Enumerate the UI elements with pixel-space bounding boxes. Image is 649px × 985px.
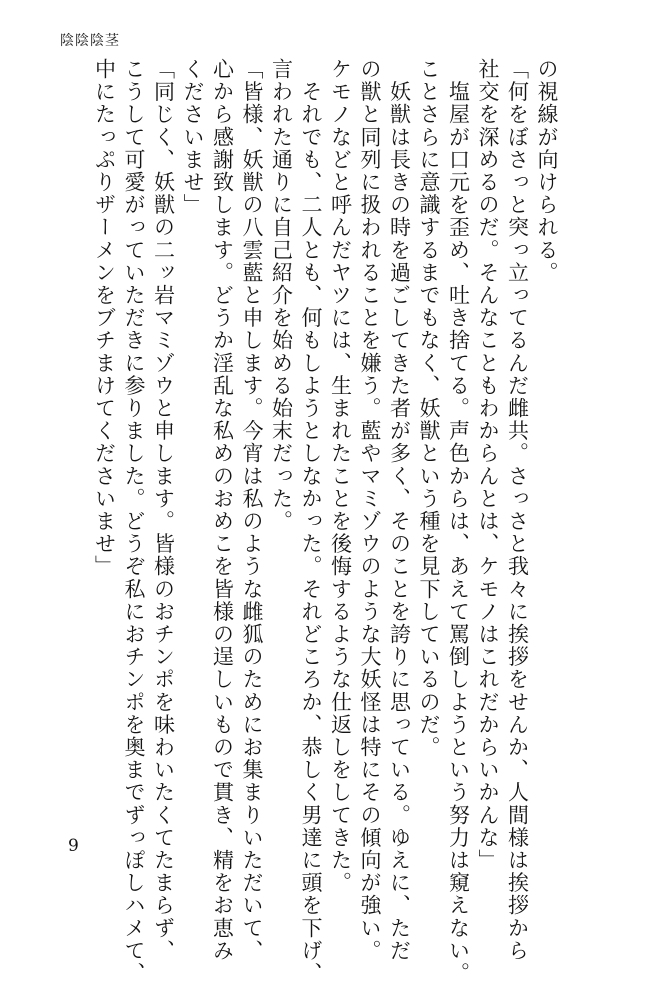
vertical-text-body <box>77 58 561 985</box>
text-line: 「何をぼさっと突っ立ってるんだ雌共。さっさと我々に挨拶をせんか、人間様は挨拶から <box>505 58 530 962</box>
text-line: 「同じく、妖獣の二ッ岩マミゾウと申します。皆様のおチンポを味わいたくてたまらず、 <box>151 58 176 962</box>
text-line: 塩屋が口元を歪め、吐き捨てる。声色からは、あえて罵倒しようという努力は窺えない。 <box>446 58 471 985</box>
text-line: くださいませ」 <box>181 58 205 217</box>
text-line: の視線が向けられる。 <box>535 58 559 284</box>
text-line: それでも、二人とも、何もしようとしなかった。それどころか、恭しく男達に頭を下げ、 <box>299 58 323 985</box>
text-line: ことさらに意識するまでもなく、妖獣という種を見下しているのだ。 <box>417 58 441 759</box>
text-line: の獣と同列に扱われることを嫌う。藍やマミゾウのような大妖怪は特にその傾向が強い。 <box>358 58 382 962</box>
text-line: 「皆様、妖獣の八雲藍と申します。今宵は私のような雌狐のためにお集まりいただいて、 <box>240 58 264 962</box>
text-line: こうして可愛がっていただきに参りました。どうぞ私におチンポを奥までずっぽしハメて、 <box>122 58 146 985</box>
text-line: 中にたっぷりザーメンをブチまけてくださいませ」 <box>92 58 117 578</box>
text-line: 言われた通りに自己紹介を始める始末だった。 <box>269 58 294 533</box>
page-number: 9 <box>68 836 79 856</box>
text-line: 心から感謝致します。どうか淫乱な私めのおめこを皆様の逞しいもので貫き、精をお恵み <box>210 58 235 962</box>
running-header-title: 陰陰陰茎 <box>60 33 120 49</box>
text-line: ケモノなどと呼んだヤツには、生まれたことを後悔するような仕返しをしてきた。 <box>328 58 353 895</box>
text-line: 社交を深めるのだ。そんなこともわからんとは、ケモノはこれだからいかんな」 <box>476 58 500 872</box>
text-line: 妖獣は長きの時を過ごしてきた者が多く、そのことを誇りに思っている。ゆえに、ただ <box>387 58 412 962</box>
